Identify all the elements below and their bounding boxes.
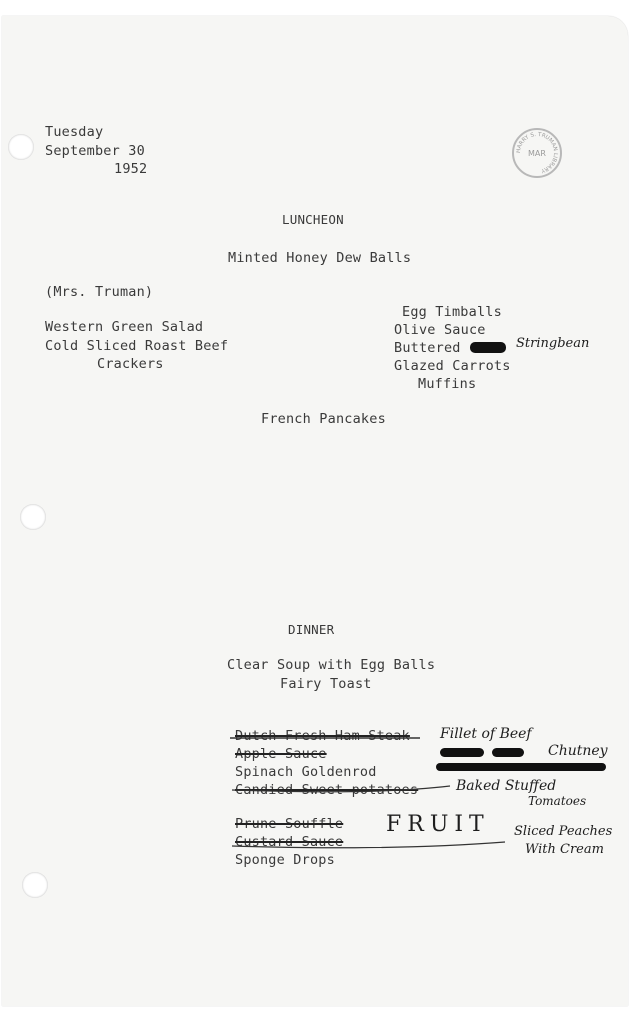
ink-blot-line bbox=[436, 763, 606, 771]
dinner-soup: Clear Soup with Egg Balls bbox=[227, 657, 436, 673]
luncheon-right-item: Glazed Carrots bbox=[394, 358, 511, 374]
svg-text:HARRY S. TRUMAN LIBRARY bbox=[516, 132, 558, 174]
handwritten-sliced-peaches: Sliced Peaches bbox=[514, 824, 613, 839]
luncheon-note: (Mrs. Truman) bbox=[45, 284, 154, 300]
luncheon-right-item: Olive Sauce bbox=[394, 322, 486, 338]
punch-hole-top bbox=[8, 134, 34, 160]
luncheon-left-item: Cold Sliced Roast Beef bbox=[45, 338, 229, 354]
stamp-ring-text: HARRY S. TRUMAN LIBRARY bbox=[515, 131, 559, 174]
struck-sauce: Apple Sauce bbox=[235, 746, 327, 762]
handwritten-baked-stuffed: Baked Stuffed bbox=[456, 778, 557, 794]
handwritten-fillet: Fillet of Beef bbox=[440, 726, 532, 742]
struck-custard: Custard Sauce bbox=[235, 834, 344, 850]
stamp-ring-icon bbox=[512, 128, 562, 178]
dinner-toast: Fairy Toast bbox=[280, 676, 372, 692]
header-day: Tuesday bbox=[45, 124, 104, 140]
dinner-sponge: Sponge Drops bbox=[235, 852, 335, 868]
luncheon-right-item: Buttered bbox=[394, 340, 461, 356]
handwritten-chutney: Chutney bbox=[548, 743, 608, 759]
dinner-spinach: Spinach Goldenrod bbox=[235, 764, 377, 780]
luncheon-left-item: Crackers bbox=[97, 356, 164, 372]
luncheon-right-item: Muffins bbox=[418, 376, 477, 392]
ink-blot-relish-2 bbox=[492, 748, 524, 757]
handwritten-with-cream: With Cream bbox=[525, 842, 604, 857]
punch-hole-middle bbox=[20, 504, 46, 530]
luncheon-left-item: Western Green Salad bbox=[45, 319, 204, 335]
ink-blot-relish-1 bbox=[440, 748, 484, 757]
luncheon-title: LUNCHEON bbox=[282, 212, 344, 227]
struck-main-course: Dutch Fresh Ham Steak bbox=[235, 728, 410, 744]
stamp-center-text: MAR bbox=[528, 148, 546, 158]
punch-hole-bottom bbox=[22, 872, 48, 898]
handwritten-stringbean: Stringbean bbox=[516, 336, 590, 351]
header-date: September 30 bbox=[45, 143, 145, 159]
luncheon-right-item: Egg Timballs bbox=[402, 304, 502, 320]
luncheon-dessert: French Pancakes bbox=[261, 411, 386, 427]
handwritten-tomatoes: Tomatoes bbox=[528, 794, 587, 808]
struck-potatoes: Candied Sweet potatoes bbox=[235, 782, 419, 798]
ink-blot-beans bbox=[470, 342, 506, 353]
dinner-title: DINNER bbox=[288, 622, 335, 637]
luncheon-starter: Minted Honey Dew Balls bbox=[228, 250, 412, 266]
handwritten-fruit: FRUIT bbox=[386, 812, 490, 837]
library-stamp bbox=[512, 128, 562, 178]
struck-souffle: Prune Souffle bbox=[235, 816, 344, 832]
header-year: 1952 bbox=[114, 161, 148, 177]
